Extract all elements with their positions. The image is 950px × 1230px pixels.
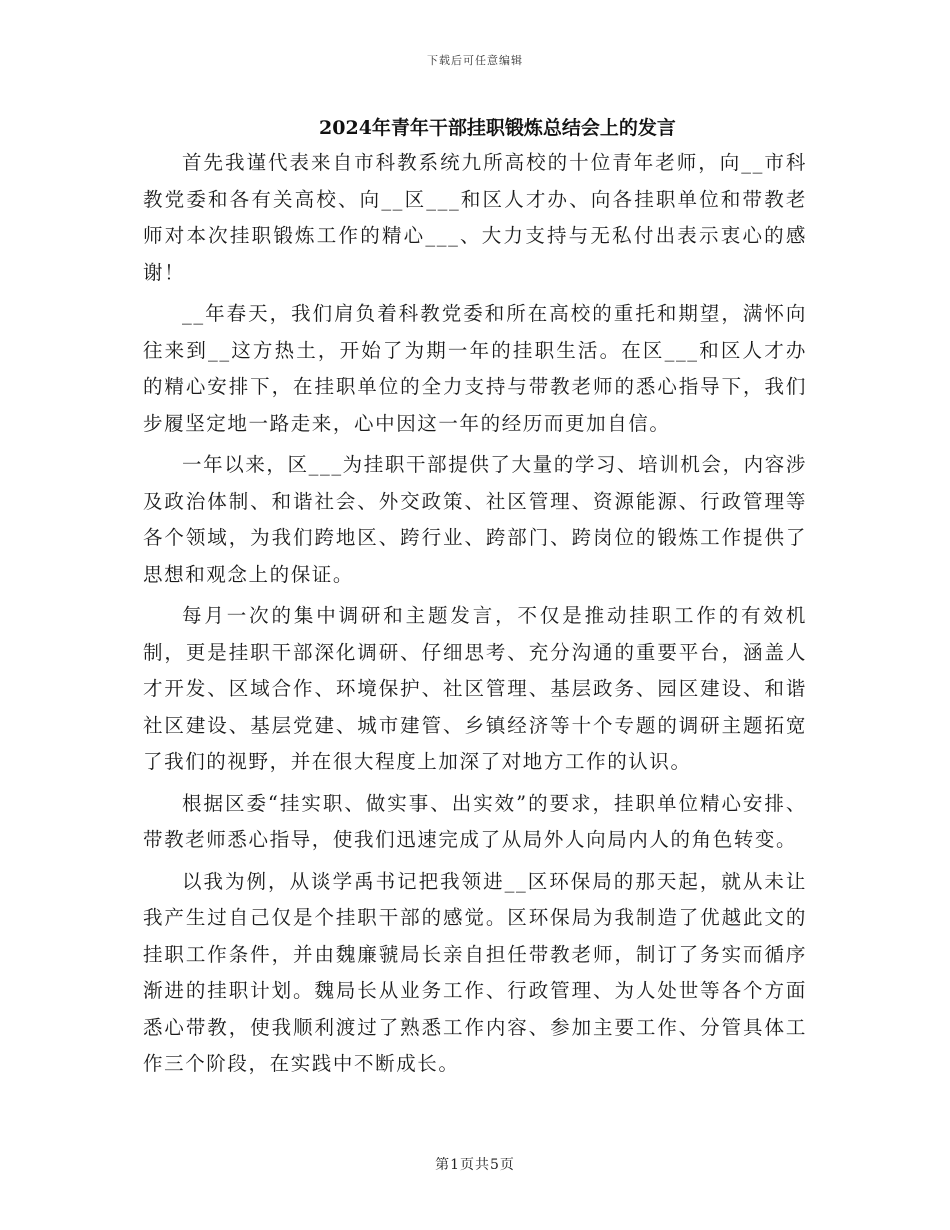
paragraph: 首先我谨代表来自市科教系统九所高校的十位青年老师，向__市科教党委和各有关高校、向__区___和区人才办、向各挂职单位和带教老师对本次挂职锻炼工作的精心___、大力支持与无私付出表示衷心的感谢！: [143, 151, 807, 284]
header-note: 下载后可任意编辑: [427, 54, 523, 67]
paragraph: 根据区委“挂实职、做实事、出实效”的要求，挂职单位精心安排、带教老师悉心指导，使我们迅速完成了从局外人向局内人的角色转变。: [143, 791, 807, 851]
document-title: 2024年青年干部挂职锻炼总结会上的发言: [319, 117, 676, 139]
paragraph: 一年以来，区___为挂职干部提供了大量的学习、培训机会，内容涉及政治体制、和谐社会、外交政策、社区管理、资源能源、行政管理等各个领域，为我们跨地区、跨行业、跨部门、跨岗位的锻炼工作提供了思想和观念上的保证。: [143, 453, 807, 586]
paragraph: 以我为例，从谈学禹书记把我领进__区环保局的那天起，就从未让我产生过自己仅是个挂职干部的感觉。区环保局为我制造了优越此文的挂职工作条件，并由魏廉虢局长亲自担任带教老师，制订了务实而循序渐进的挂职计划。魏局长从业务工作、行政管理、为人处世等各个方面悉心带教，使我顺利渡过了熟悉工作内容、参加主要工作、分管具体工作三个阶段，在实践中不断成长。: [143, 869, 807, 1075]
paragraph: 每月一次的集中调研和主题发言，不仅是推动挂职工作的有效机制，更是挂职干部深化调研、仔细思考、充分沟通的重要平台，涵盖人才开发、区域合作、环境保护、社区管理、基层政务、园区建设、和谐社区建设、基层党建、城市建管、乡镇经济等十个专题的调研主题拓宽了我们的视野，并在很大程度上加深了对地方工作的认识。: [143, 604, 807, 773]
document-body: [143, 145, 807, 1088]
page-number: 第1页共5页: [435, 1157, 515, 1173]
paragraph: __年春天，我们肩负着科教党委和所在高校的重托和期望，满怀向往来到__这方热土，开始了为期一年的挂职生活。在区___和区人才办的精心安排下，在挂职单位的全力支持与带教老师的悉心指导下，我们步履坚定地一路走来，心中因这一年的经历而更加自信。: [143, 302, 807, 435]
